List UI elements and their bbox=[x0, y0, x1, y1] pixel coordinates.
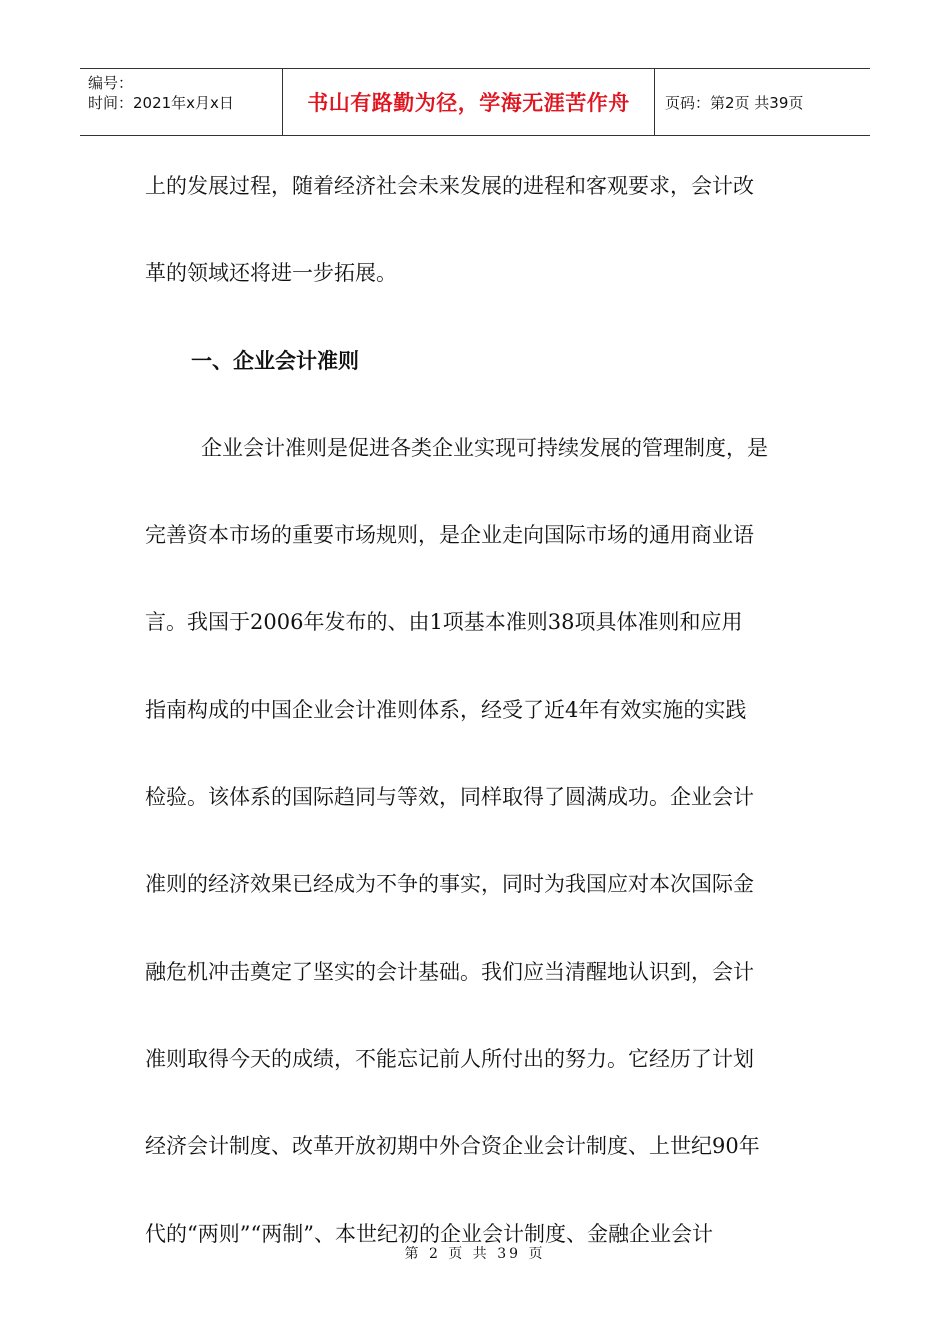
paragraph-line: 言。我国于2006年发布的、由1项基本准则38项具体准则和应用 bbox=[145, 610, 743, 635]
header-page-cell bbox=[655, 69, 870, 135]
header-motto: 书山有路勤为径，学海无涯苦作舟 bbox=[307, 91, 630, 115]
header-page-info: 页码：第2页 共39页 bbox=[665, 93, 804, 112]
paragraph-line: 准则取得今天的成绩，不能忘记前人所付出的努力。它经历了计划 bbox=[145, 1046, 754, 1071]
paragraph-line: 融危机冲击奠定了坚实的会计基础。我们应当清醒地认识到，会计 bbox=[145, 959, 754, 984]
paragraph-line: 检验。该体系的国际趋同与等效，同样取得了圆满成功。企业会计 bbox=[145, 785, 754, 810]
header-meta-cell bbox=[80, 69, 282, 135]
document-body bbox=[145, 160, 810, 1295]
document-header bbox=[80, 68, 870, 136]
page-footer: 第 2 页 共 39 页 bbox=[404, 1246, 546, 1262]
header-motto-cell bbox=[282, 69, 655, 135]
paragraph-line: 经济会计制度、改革开放初期中外合资企业会计制度、上世纪90年 bbox=[145, 1134, 760, 1159]
paragraph-line: 企业会计准则是促进各类企业实现可持续发展的管理制度，是 bbox=[201, 435, 768, 460]
section-heading: 一、企业会计准则 bbox=[191, 348, 359, 373]
body-line: 革的领域还将进一步拓展。 bbox=[145, 261, 397, 286]
paragraph-line: 代的“两则”“两制”、本世纪初的企业会计制度、金融企业会计 bbox=[145, 1221, 713, 1246]
body-line: 上的发展过程，随着经济社会未来发展的进程和客观要求，会计改 bbox=[145, 174, 754, 198]
serial-number-label: 编号： bbox=[88, 74, 134, 92]
date-label: 时间：2021年x月x日 bbox=[88, 94, 234, 112]
paragraph-line: 完善资本市场的重要市场规则，是企业走向国际市场的通用商业语 bbox=[145, 523, 754, 548]
paragraph-line: 准则的经济效果已经成为不争的事实，同时为我国应对本次国际金 bbox=[145, 872, 754, 897]
paragraph-line: 指南构成的中国企业会计准则体系，经受了近4年有效实施的实践 bbox=[145, 697, 747, 722]
